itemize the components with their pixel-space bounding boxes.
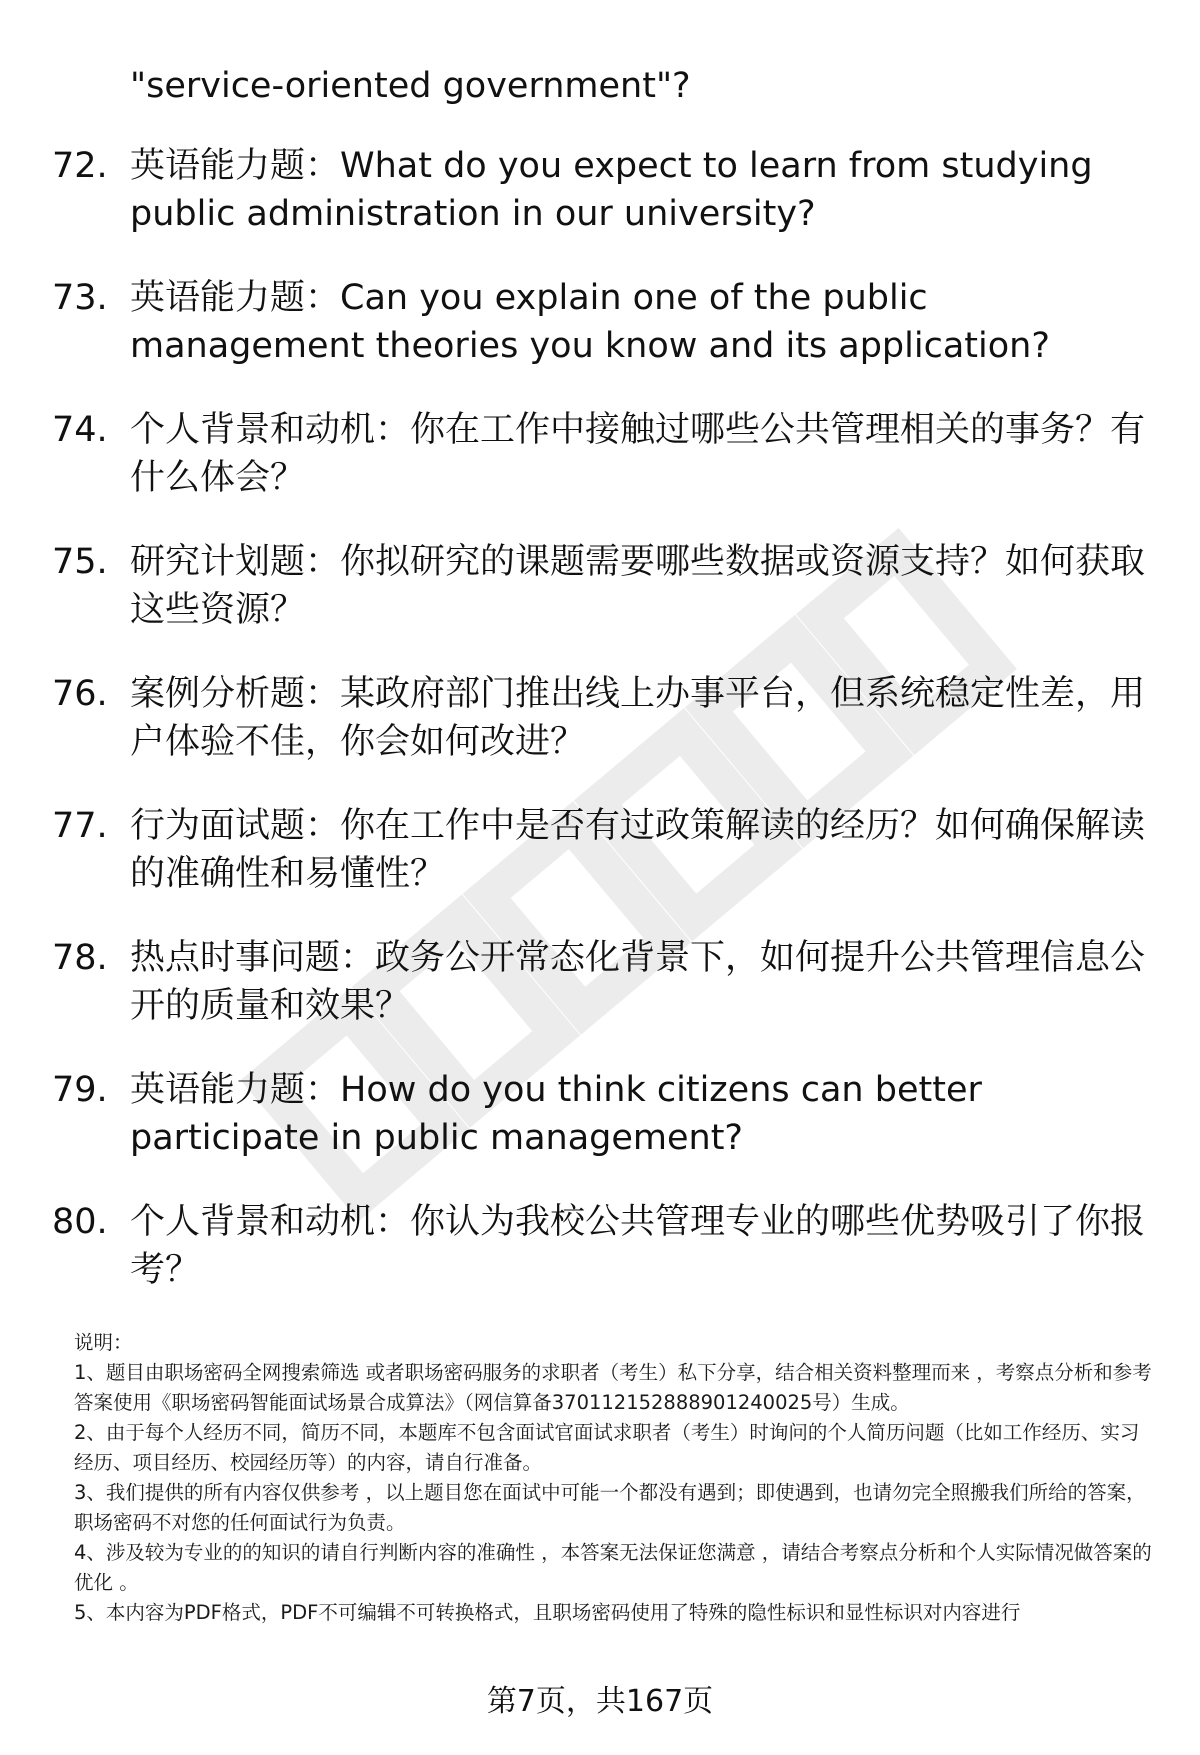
question-text: 英语能力题：How do you think citizens can better participate in public management? bbox=[130, 1070, 982, 1158]
question-item bbox=[0, 1198, 1200, 1330]
question-item bbox=[0, 1066, 1200, 1198]
question-text: 英语能力题：Can you explain one of the public management theories you know and its application? bbox=[130, 278, 1050, 366]
question-text: 热点时事问题：政务公开常态化背景下，如何提升公共管理信息公开的质量和效果？ bbox=[130, 938, 1146, 1026]
question-number: 76. bbox=[52, 674, 108, 714]
question-text: 个人背景和动机：你认为我校公共管理专业的哪些优势吸引了你报考？ bbox=[130, 1202, 1146, 1290]
question-number: 75. bbox=[52, 542, 108, 582]
question-number: 78. bbox=[52, 938, 108, 978]
note-item: 2、由于每个人经历不同，简历不同，本题库不包含面试官面试求职者（考生）时询问的个人简历问题（比如工作经历、实习经历、项目经历、校园经历等）的内容，请自行准备。 bbox=[74, 1421, 1140, 1474]
notes-section bbox=[74, 1328, 1154, 1628]
question-text: 行为面试题：你在工作中是否有过政策解读的经历？如何确保解读的准确性和易懂性？ bbox=[130, 806, 1146, 894]
question-list bbox=[0, 142, 1200, 1330]
question-item bbox=[0, 406, 1200, 538]
question-number: 79. bbox=[52, 1070, 108, 1110]
note-item: 5、本内容为PDF格式，PDF不可编辑不可转换格式，且职场密码使用了特殊的隐性标识和显性标识对内容进行 bbox=[74, 1601, 1021, 1624]
question-text: 研究计划题：你拟研究的课题需要哪些数据或资源支持？如何获取这些资源？ bbox=[130, 542, 1146, 630]
question-item bbox=[0, 802, 1200, 934]
note-item: 3、我们提供的所有内容仅供参考 ，以上题目您在面试中可能一个都没有遇到；即使遇到，也请勿完全照搬我们所给的答案，职场密码不对您的任何面试行为负责。 bbox=[74, 1481, 1146, 1534]
question-text: 个人背景和动机：你在工作中接触过哪些公共管理相关的事务？有什么体会？ bbox=[130, 410, 1146, 498]
question-number: 72. bbox=[52, 146, 108, 186]
question-item bbox=[0, 274, 1200, 406]
notes-title: 说明： bbox=[74, 1331, 133, 1354]
question-number: 77. bbox=[52, 806, 108, 846]
page-footer: 第7页，共167页 bbox=[486, 1684, 714, 1719]
question-number: 80. bbox=[52, 1202, 108, 1242]
question-text: 英语能力题：What do you expect to learn from studying public administration in our university? bbox=[130, 146, 1093, 234]
question-item bbox=[0, 538, 1200, 670]
question-item bbox=[0, 142, 1200, 274]
question-item bbox=[0, 934, 1200, 1066]
question-text: 案例分析题：某政府部门推出线上办事平台，但系统稳定性差，用户体验不佳，你会如何改进？ bbox=[130, 674, 1146, 762]
continuation-line: "service-oriented government"? bbox=[130, 66, 691, 106]
question-number: 73. bbox=[52, 278, 108, 318]
note-item: 1、题目由职场密码全网搜索筛选 或者职场密码服务的求职者（考生）私下分享，结合相关资料整理而来 ，考察点分析和参考答案使用《职场密码智能面试场景合成算法》（网信算备370112152888901240025号）生成。 bbox=[74, 1361, 1152, 1414]
question-number: 74. bbox=[52, 410, 108, 450]
question-item bbox=[0, 670, 1200, 802]
note-item: 4、涉及较为专业的的知识的请自行判断内容的准确性 ，本答案无法保证您满意 ，请结合考察点分析和个人实际情况做答案的优化 。 bbox=[74, 1541, 1152, 1594]
